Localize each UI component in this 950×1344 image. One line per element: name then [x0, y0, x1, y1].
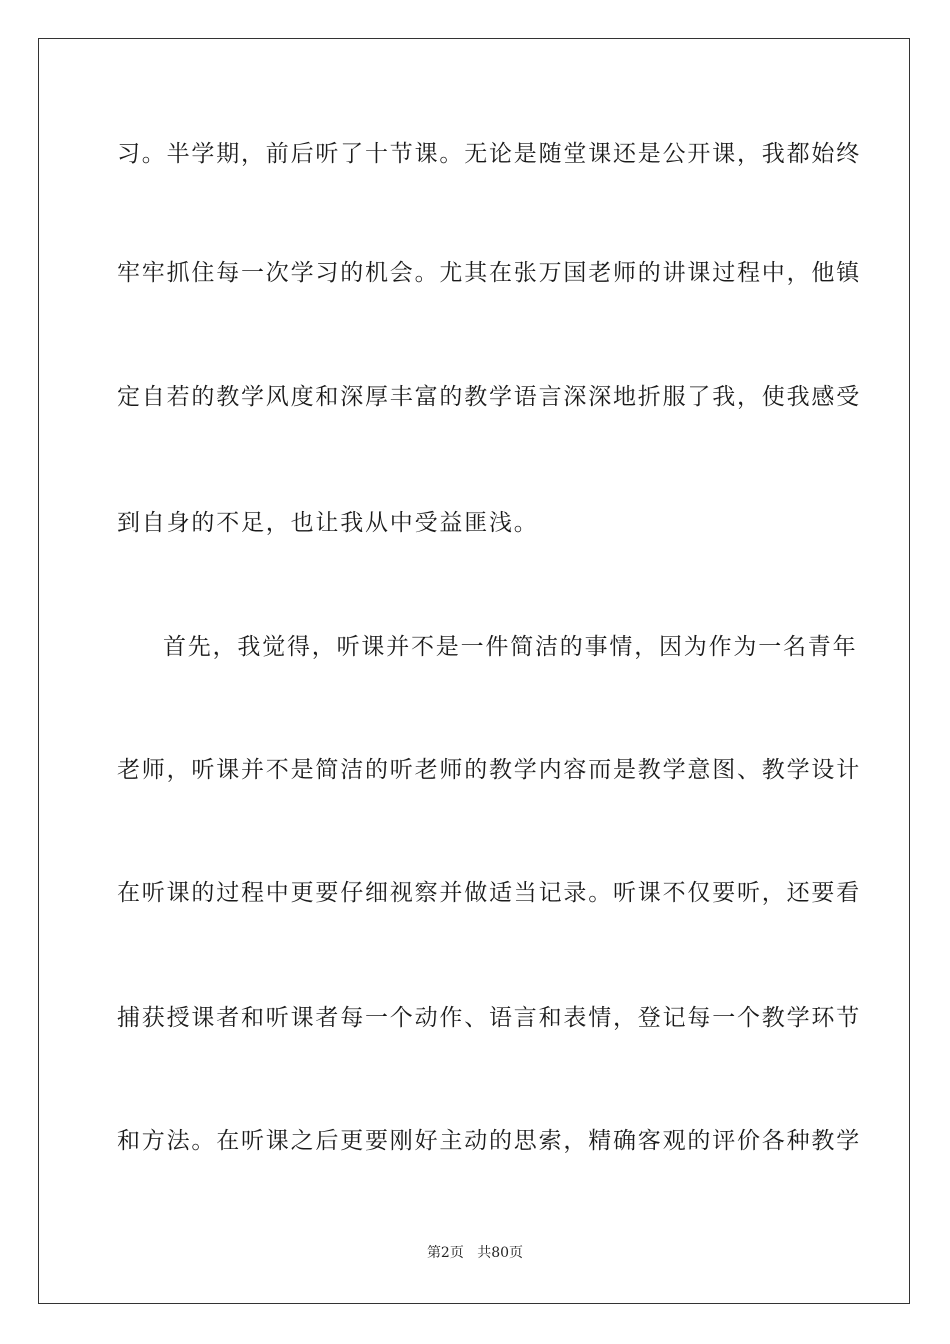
paragraph-line: 老师，听课并不是简洁的听老师的教学内容而是教学意图、教学设计 — [117, 757, 861, 783]
paragraph-line: 到自身的不足，也让我从中受益匪浅。 — [117, 510, 539, 536]
paragraph-line: 在听课的过程中更要仔细视察并做适当记录。听课不仅要听，还要看 — [117, 880, 861, 906]
page-border — [38, 38, 910, 1304]
paragraph-line: 定自若的教学风度和深厚丰富的教学语言深深地折服了我，使我感受 — [117, 384, 861, 410]
paragraph-line: 牢牢抓住每一次学习的机会。尤其在张万国老师的讲课过程中，他镇 — [117, 260, 861, 286]
page-footer — [0, 1244, 950, 1262]
paragraph-line: 习。半学期，前后听了十节课。无论是随堂课还是公开课，我都始终 — [117, 141, 861, 167]
paragraph-line: 捕获授课者和听课者每一个动作、语言和表情，登记每一个教学环节 — [117, 1005, 861, 1031]
page-number: 第2页 — [426, 1245, 464, 1261]
paragraph-line-indented: 首先，我觉得，听课并不是一件简洁的事情，因为作为一名青年 — [163, 634, 858, 660]
paragraph-line: 和方法。在听课之后更要刚好主动的思索，精确客观的评价各种教学 — [117, 1128, 861, 1154]
page-total: 共80页 — [477, 1245, 524, 1261]
